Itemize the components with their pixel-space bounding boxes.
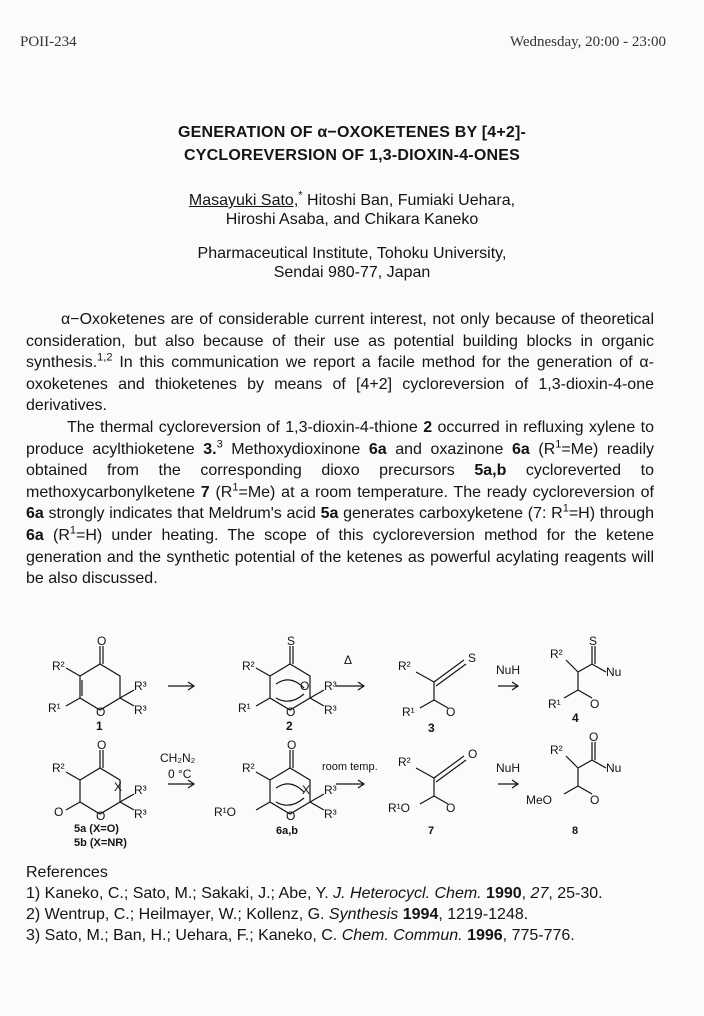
p1-text: α−Oxoketenes are of considerable current interest, not only because of theoretical consideration, but also because of their use as potential building blocks in organic synthesis. [26, 311, 654, 372]
reference-item-2 [26, 904, 666, 925]
condition-room-temp: room temp. [322, 761, 378, 773]
atom-O: O [96, 809, 106, 823]
atom-X: X [114, 780, 123, 794]
p1-text-2: In this communication we report a facile method for the generation of α-oxoketenes and thioketenes by means of [4+2] cycloreversion of 1,3-dioxin-4-one derivatives. [26, 354, 654, 415]
atom-O: O [286, 809, 296, 823]
abstract-body [26, 309, 654, 590]
compound-2: 2 [423, 418, 433, 436]
ref3-pages: , 775-776. [502, 927, 575, 944]
atom-O: O [590, 697, 600, 711]
p2-s1: The thermal cycloreversion of 1,3-dioxin-4-thione [67, 418, 424, 436]
references-heading: References [26, 864, 108, 881]
citation-1-2: 1,2 [97, 351, 113, 364]
atom-X: X [302, 783, 311, 797]
ref1-year: 1990 [481, 885, 522, 902]
compound-label-4: 4 [572, 711, 579, 725]
atom-R3: R³ [134, 679, 147, 693]
author-line-2: Hiroshi Asaba, and Chikara Kaneko [225, 211, 479, 228]
atom-MeO: MeO [526, 793, 553, 807]
abstract-code: POII-234 [20, 34, 77, 50]
ref3-journal: Chem. Commun. [341, 927, 463, 944]
reference-item-1: 1) Kaneko, C.; Sato, M.; Sakaki, J.; Abe, Y. J. Heterocycl. Chem. 1990, 27, 25-30. [26, 885, 603, 902]
ref2-pages: , 1219-1248. [438, 906, 529, 923]
atom-S: S [589, 634, 598, 648]
p2-s6: =Me) readily obtained from the corresponding dioxo precursors [26, 440, 655, 480]
compound-3: 3. [203, 440, 217, 458]
atom-R3: R³ [324, 807, 337, 821]
atom-Nu: Nu [606, 665, 622, 679]
compound-label-7: 7 [428, 825, 435, 837]
title-line-1: GENERATION OF α−OXOKETENES BY [4+2]- [177, 124, 527, 141]
atom-R1: R¹ [238, 701, 251, 715]
atom-R2: R² [398, 659, 411, 673]
atom-R2: R² [550, 743, 563, 757]
compound-6a: 6a [512, 440, 530, 458]
condition-nuh: NuH [496, 761, 521, 775]
atom-S: S [287, 634, 296, 648]
p2-s9: strongly indicates that Meldrum's acid [43, 505, 321, 523]
atom-R2: R² [398, 755, 411, 769]
ref1-journal: J. Heterocycl. Chem. [333, 885, 482, 902]
presenting-author: Masayuki Sato, [188, 192, 299, 209]
atom-O: O [446, 801, 456, 815]
atom-Nu: Nu [606, 761, 622, 775]
p2-s11: =H) through [568, 505, 655, 523]
atom-R2: R² [52, 761, 65, 775]
paper-title [0, 121, 704, 167]
p2-s5: (R [529, 440, 556, 458]
references-section [26, 862, 666, 946]
condition-nuh: NuH [496, 663, 521, 677]
compound-label-5a: 5a (X=O) [74, 823, 119, 835]
atom-R3: R³ [324, 679, 337, 693]
condition-ch2n2: CH₂N₂ [160, 751, 196, 765]
condition-heat: Δ [344, 653, 353, 667]
compound-label-6ab: 6a,b [276, 825, 299, 837]
superscript-1: 1 [232, 481, 239, 494]
co-authors-1: Hitoshi Ban, Fumiaki Uehara, [302, 192, 516, 209]
p2-s4: and oxazinone [386, 440, 513, 458]
abstract-paragraph-1 [26, 309, 654, 417]
p2-s7: cycloreverted to methoxycarbonylketene [26, 462, 654, 501]
atom-R1O: R¹O [388, 801, 410, 815]
atom-R1: R¹ [48, 701, 61, 715]
atom-O: O [300, 679, 310, 693]
compound-label-8: 8 [572, 825, 579, 837]
p2-s12: =H) under heating. The scope of this cycloreversion method for the ketene generation and the synthetic potential of the ketenes as powerful acylating reagents will be also discussed. [26, 526, 655, 588]
atom-S: S [468, 651, 477, 665]
atom-R2: R² [242, 659, 255, 673]
ref2-journal: Synthesis [328, 906, 399, 923]
superscript-1: 1 [555, 438, 562, 451]
atom-R2: R² [550, 647, 563, 661]
author-list [0, 191, 704, 229]
atom-R2: R² [242, 761, 255, 775]
atom-O: O [590, 793, 600, 807]
p2-s10: generates carboxyketene (7: R [338, 505, 563, 523]
atom-O: O [468, 747, 478, 761]
ref2-year: 1994 [398, 906, 439, 923]
p2-s3: Methoxydioxinone [222, 440, 369, 458]
compound-label-3: 3 [428, 721, 435, 735]
compound-5ab: 5a,b [474, 462, 507, 480]
compound-label-1: 1 [96, 719, 103, 733]
ref3-year: 1996 [462, 927, 503, 944]
atom-R3: R³ [324, 703, 337, 717]
superscript-1: 1 [69, 524, 76, 537]
atom-R1: R¹ [402, 705, 415, 719]
compound-label-2: 2 [286, 719, 293, 733]
author-line-1 [0, 191, 704, 210]
atom-R3: R³ [134, 783, 147, 797]
atom-R1O: R¹O [214, 805, 236, 819]
atom-O: O [96, 705, 106, 719]
corresponding-star: * [298, 189, 303, 202]
citation-3: 3 [216, 438, 223, 451]
atom-O: O [287, 738, 297, 752]
atom-O: O [589, 730, 599, 744]
compound-label-5b: 5b (X=NR) [74, 837, 127, 849]
atom-O: O [446, 705, 456, 719]
superscript-1: 1 [562, 503, 569, 516]
reaction-scheme [18, 634, 688, 854]
compound-6a: 6a [368, 440, 387, 458]
affiliation-line-2: Sendai 980-77, Japan [273, 264, 431, 281]
compound-6a: 6a [26, 505, 44, 523]
ref1-volume: 27 [530, 885, 549, 902]
ref2-authors: 2) Wentrup, C.; Heilmayer, W.; Kollenz, G. [26, 906, 329, 923]
atom-O: O [97, 634, 107, 648]
compound-6a: 6a [26, 526, 44, 544]
atom-R1: R¹ [548, 697, 561, 711]
atom-R3: R³ [324, 783, 337, 797]
p2-s5c: (R [43, 526, 70, 544]
affiliation [0, 244, 704, 282]
atom-R3: R³ [134, 703, 147, 717]
condition-0c: 0 °C [168, 767, 192, 781]
atom-O: O [286, 705, 296, 719]
title-line-2: CYCLOREVERSION OF 1,3-DIOXIN-4-ONES [184, 147, 520, 164]
affiliation-line-1: Pharmaceutical Institute, Tohoku University, [197, 245, 507, 262]
p2-s8: =Me) at a room temperature. The ready cycloreversion of [238, 483, 654, 501]
compound-5a: 5a [320, 505, 339, 523]
reference-item-3 [26, 925, 666, 946]
reference-list [26, 883, 666, 946]
p2-s2: occurred in refluxing xylene to produce acylthioketene [26, 418, 655, 458]
p2-s5b: (R [209, 483, 233, 501]
session-time: Wednesday, 20:00 - 23:00 [509, 34, 666, 50]
compound-7: 7 [200, 483, 210, 501]
abstract-paragraph-2 [26, 417, 654, 590]
atom-R2: R² [52, 659, 65, 673]
atom-O: O [97, 738, 107, 752]
atom-R3: R³ [134, 807, 147, 821]
ref1-pages: , 25-30. [548, 885, 603, 902]
ref3-authors: 3) Sato, M.; Ban, H.; Uehara, F.; Kaneko, C. [26, 927, 342, 944]
ref1-authors: 1) Kaneko, C.; Sato, M.; Sakaki, J.; Abe, Y. [26, 885, 334, 902]
atom-O: O [54, 805, 64, 819]
